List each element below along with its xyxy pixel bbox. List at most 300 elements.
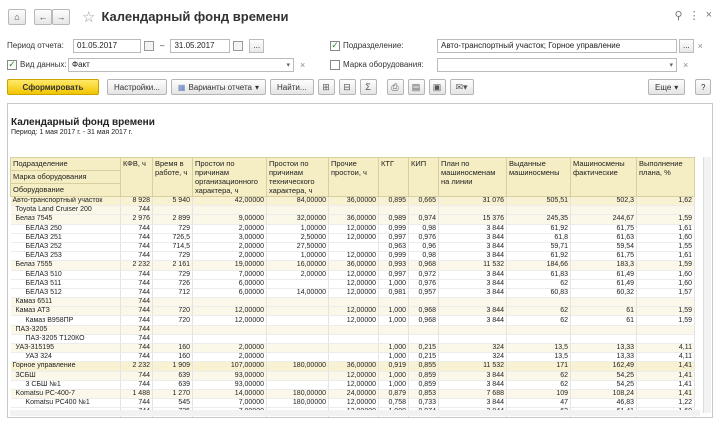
table-cell: 61,75 <box>571 252 637 261</box>
table-cell: 24,00000 <box>329 389 379 398</box>
table-cell <box>267 298 329 307</box>
table-cell: 1,61 <box>637 252 695 261</box>
table-cell: 2,00000 <box>193 252 267 261</box>
subdivision-row <box>330 38 703 53</box>
table-cell: 0,855 <box>409 362 439 371</box>
table-cell: 162,49 <box>571 362 637 371</box>
sum-button[interactable]: Σ <box>360 79 377 95</box>
table-cell: 1,000 <box>379 316 409 325</box>
clear-icon[interactable]: × <box>300 59 306 70</box>
table-cell: 183,3 <box>571 261 637 270</box>
table-cell: 1 270 <box>153 389 193 398</box>
table-cell: 3,00000 <box>193 233 267 242</box>
col-header: КТГ <box>379 158 409 197</box>
table-cell: 19,00000 <box>193 261 267 270</box>
table-cell <box>507 206 571 215</box>
table-cell: 0,997 <box>379 270 409 279</box>
forward-button[interactable] <box>52 9 70 25</box>
row-name: ЗСБШ <box>11 371 121 380</box>
date-from-field[interactable] <box>73 39 141 53</box>
table-cell <box>409 298 439 307</box>
table-cell: 3 844 <box>439 252 507 261</box>
row-name: ПАЗ-3205 Т120КО <box>11 334 121 343</box>
table-cell: 8 928 <box>121 197 153 206</box>
table-cell: 0,957 <box>409 288 439 297</box>
row-name: БЕЛАЗ 250 <box>11 224 121 233</box>
table-cell: 1,62 <box>637 197 695 206</box>
table-row[interactable] <box>11 353 695 362</box>
table-cell <box>153 206 193 215</box>
period-select-button[interactable]: ... <box>249 39 264 53</box>
table-cell: 61,49 <box>571 270 637 279</box>
equipment-brand-field[interactable] <box>437 58 677 72</box>
table-cell: 639 <box>153 371 193 380</box>
table-cell <box>379 334 409 343</box>
table-cell: 2 161 <box>153 261 193 270</box>
table-cell: 2,00000 <box>193 242 267 251</box>
chevron-down-icon[interactable]: ▾ <box>286 61 290 69</box>
table-cell: 4,11 <box>637 353 695 362</box>
table-cell: 12,00000 <box>329 316 379 325</box>
table-row[interactable] <box>11 298 695 307</box>
table-cell: 62 <box>507 307 571 316</box>
table-cell: 744 <box>121 224 153 233</box>
chevron-down-icon: ▾ <box>674 82 679 92</box>
table-cell: 109 <box>507 389 571 398</box>
table-row[interactable] <box>11 362 695 371</box>
table-cell <box>267 307 329 316</box>
table-cell: 0,968 <box>409 261 439 270</box>
table-cell: 0,993 <box>379 261 409 270</box>
table-cell: 244,67 <box>571 215 637 224</box>
table-cell: 54,25 <box>571 371 637 380</box>
subdivision-label: Подразделение: <box>343 41 404 50</box>
save-icon[interactable]: ▣ <box>429 79 446 95</box>
table-cell <box>379 325 409 334</box>
col-header: Простои по причинам технического характера, ч <box>267 158 329 197</box>
home-button[interactable] <box>8 9 26 25</box>
table-cell: 729 <box>153 224 193 233</box>
table-cell: 1,57 <box>637 288 695 297</box>
table-cell: 61,83 <box>507 270 571 279</box>
table-cell <box>571 325 637 334</box>
table-cell: 0,98 <box>409 252 439 261</box>
table-row[interactable] <box>11 307 695 316</box>
table-cell: 0,972 <box>409 270 439 279</box>
table-cell: 3 844 <box>439 371 507 380</box>
table-cell: 32,00000 <box>267 215 329 224</box>
table-cell: 245,35 <box>507 215 571 224</box>
mail-icon[interactable]: ✉▾ <box>450 79 474 95</box>
data-type-checkbox[interactable]: ✓ <box>8 59 16 69</box>
table-cell <box>267 206 329 215</box>
favorite-star-icon[interactable]: ☆ <box>82 8 96 26</box>
period-row <box>7 38 264 53</box>
table-cell <box>507 334 571 343</box>
table-cell <box>439 325 507 334</box>
table-cell <box>329 353 379 362</box>
row-name: Камаз В958ПР <box>11 316 121 325</box>
table-cell: 93,00000 <box>193 380 267 389</box>
table-cell: 744 <box>121 399 153 408</box>
table-cell: 0,98 <box>409 224 439 233</box>
date-to-value: 31.05.2017 <box>174 41 215 50</box>
table-cell: 324 <box>439 353 507 362</box>
table-cell <box>329 325 379 334</box>
data-type-value: Факт <box>72 60 90 69</box>
help-button[interactable]: ? <box>695 79 711 95</box>
window-controls <box>675 9 713 22</box>
col-header: План по машиносменам на линии <box>439 158 507 197</box>
variants-button[interactable] <box>171 79 266 95</box>
row-name: Авто-транспортный участок <box>11 197 121 206</box>
table-cell: 1,41 <box>637 380 695 389</box>
table-row[interactable] <box>11 197 695 206</box>
table-cell: 1,00000 <box>267 252 329 261</box>
clear-icon[interactable]: × <box>697 40 703 51</box>
table-cell: 1,000 <box>379 371 409 380</box>
table-row[interactable] <box>11 316 695 325</box>
table-cell: 54,25 <box>571 380 637 389</box>
table-row[interactable] <box>11 344 695 353</box>
table-cell: 1,41 <box>637 389 695 398</box>
table-cell: 3 844 <box>439 224 507 233</box>
table-row[interactable] <box>11 270 695 279</box>
table-cell: 11 532 <box>439 362 507 371</box>
table-cell <box>329 344 379 353</box>
table-cell: 12,00000 <box>329 288 379 297</box>
table-cell: 324 <box>439 344 507 353</box>
table-cell <box>193 334 267 343</box>
table-row[interactable] <box>11 371 695 380</box>
table-cell: 1,60 <box>637 233 695 242</box>
table-cell: 1,59 <box>637 307 695 316</box>
find-button[interactable]: Найти... <box>270 79 314 95</box>
table-cell: 93,00000 <box>193 371 267 380</box>
table-cell: 0,989 <box>379 215 409 224</box>
table-cell: 61 <box>571 316 637 325</box>
table-cell: 16,00000 <box>267 261 329 270</box>
table-cell <box>571 206 637 215</box>
table-row[interactable] <box>11 242 695 251</box>
data-type-label: Вид данных: <box>20 60 67 69</box>
table-cell: 545 <box>153 399 193 408</box>
header-subdivision: Подразделение <box>11 158 121 171</box>
row-name: 3 СБШ №1 <box>11 380 121 389</box>
settings-button[interactable]: Настройки... <box>107 79 167 95</box>
table-cell <box>507 298 571 307</box>
back-button[interactable] <box>34 9 52 25</box>
table-cell: 0,919 <box>379 362 409 371</box>
table-cell: 744 <box>121 371 153 380</box>
table-cell: 744 <box>121 298 153 307</box>
expand-icon[interactable]: ⊞ <box>318 79 335 95</box>
table-cell <box>409 206 439 215</box>
table-cell: 36,00000 <box>329 215 379 224</box>
table-cell: 108,24 <box>571 389 637 398</box>
menu-icon[interactable]: ⋮ <box>688 10 700 22</box>
table-cell: 3 844 <box>439 233 507 242</box>
table-cell: 15 376 <box>439 215 507 224</box>
table-cell: 36,00000 <box>329 362 379 371</box>
table-cell <box>267 353 329 362</box>
table-cell: 160 <box>153 344 193 353</box>
table-cell: 726 <box>153 279 193 288</box>
table-cell: 744 <box>121 270 153 279</box>
table-cell <box>153 298 193 307</box>
table-cell: 0,968 <box>409 307 439 316</box>
table-cell <box>329 334 379 343</box>
col-header: КФВ, ч <box>121 158 153 197</box>
table-cell: 46,83 <box>571 399 637 408</box>
table-cell <box>153 334 193 343</box>
table-cell: 0,859 <box>409 371 439 380</box>
table-cell: 1,00000 <box>267 224 329 233</box>
table-cell: 0,976 <box>409 279 439 288</box>
table-cell: 1,59 <box>637 261 695 270</box>
chevron-down-icon[interactable]: ▾ <box>669 61 673 69</box>
date-to-field[interactable] <box>170 39 230 53</box>
subdivision-checkbox[interactable]: ✓ <box>331 40 339 50</box>
table-cell: 0,968 <box>409 316 439 325</box>
table-cell: 180,00000 <box>267 362 329 371</box>
table-cell: 60,32 <box>571 288 637 297</box>
table-cell: 744 <box>121 233 153 242</box>
table-cell <box>267 334 329 343</box>
vertical-scrollbar[interactable] <box>703 157 711 413</box>
table-cell <box>267 344 329 353</box>
table-cell <box>267 380 329 389</box>
table-cell: 3 844 <box>439 307 507 316</box>
row-name: Горное управление <box>11 362 121 371</box>
table-row[interactable] <box>11 399 695 408</box>
table-cell: 2,00000 <box>193 344 267 353</box>
table-cell: 36,00000 <box>329 197 379 206</box>
table-cell: 12,00000 <box>329 307 379 316</box>
collapse-icon[interactable]: ⊟ <box>339 79 356 95</box>
row-name: БЕЛАЗ 510 <box>11 270 121 279</box>
table-cell: 2,50000 <box>267 233 329 242</box>
horizontal-scrollbar[interactable] <box>10 410 700 416</box>
table-cell: 0,974 <box>409 215 439 224</box>
table-cell: 2,00000 <box>267 270 329 279</box>
table-cell <box>439 206 507 215</box>
equipment-brand-label: Марка оборудования: <box>343 60 424 69</box>
table-row[interactable] <box>11 224 695 233</box>
table-cell: 12,00000 <box>329 252 379 261</box>
table-cell: 12,00000 <box>329 380 379 389</box>
table-cell: 0,981 <box>379 288 409 297</box>
table-cell: 1,000 <box>379 344 409 353</box>
subdivision-field[interactable] <box>437 39 677 53</box>
table-cell: 0,853 <box>409 389 439 398</box>
table-row[interactable] <box>11 252 695 261</box>
table-cell: 0,215 <box>409 344 439 353</box>
table-cell: 3 844 <box>439 316 507 325</box>
table-cell: 184,66 <box>507 261 571 270</box>
table-cell: 0,215 <box>409 353 439 362</box>
table-cell: 744 <box>121 334 153 343</box>
table-cell: 13,5 <box>507 353 571 362</box>
col-header: Время в работе, ч <box>153 158 193 197</box>
preview-icon[interactable]: ▤ <box>408 79 425 95</box>
table-cell: 1,60 <box>637 270 695 279</box>
table-cell: 3 844 <box>439 288 507 297</box>
generate-button[interactable]: Сформировать <box>7 79 99 95</box>
table-cell: 180,00000 <box>267 399 329 408</box>
table-cell: 12,00000 <box>193 316 267 325</box>
table-cell: 12,00000 <box>329 233 379 242</box>
table-cell <box>439 298 507 307</box>
table-cell <box>267 316 329 325</box>
table-cell: 0,999 <box>379 224 409 233</box>
table-cell: 61,49 <box>571 279 637 288</box>
calendar-icon[interactable] <box>144 41 154 51</box>
link-icon[interactable]: ⚲ <box>674 10 683 22</box>
table-cell: 1,59 <box>637 215 695 224</box>
table-cell: 12,00000 <box>329 371 379 380</box>
table-cell: 1,60 <box>637 279 695 288</box>
equipment-brand-checkbox[interactable] <box>330 60 340 70</box>
table-cell: 744 <box>121 288 153 297</box>
table-cell: 14,00000 <box>267 288 329 297</box>
table-row[interactable] <box>11 215 695 224</box>
arrow-right-icon: → <box>56 11 66 22</box>
table-cell: 0,976 <box>409 233 439 242</box>
table-cell: 7,00000 <box>193 399 267 408</box>
table-cell <box>267 279 329 288</box>
table-cell: 62 <box>507 380 571 389</box>
table-cell: 1,22 <box>637 399 695 408</box>
home-icon: ⌂ <box>14 11 20 22</box>
variants-icon: ▦ <box>177 82 186 92</box>
table-row[interactable] <box>11 261 695 270</box>
subdivision-select-button[interactable]: ... <box>679 39 694 53</box>
table-cell: 160 <box>153 353 193 362</box>
table-cell: 0,879 <box>379 389 409 398</box>
col-header: Прочие простои, ч <box>329 158 379 197</box>
table-cell: 3 844 <box>439 242 507 251</box>
table-cell: 729 <box>153 270 193 279</box>
table-row[interactable] <box>11 325 695 334</box>
table-cell <box>507 325 571 334</box>
table-cell: 726,5 <box>153 233 193 242</box>
table-cell: 61 <box>571 307 637 316</box>
col-header: Машиносмены фактические <box>571 158 637 197</box>
table-cell: 0,859 <box>409 380 439 389</box>
table-cell <box>267 371 329 380</box>
table-cell: 59,54 <box>571 242 637 251</box>
data-type-row <box>7 57 305 72</box>
report-period: Период: 1 мая 2017 г. - 31 мая 2017 г. <box>11 129 133 136</box>
table-cell: 3 844 <box>439 279 507 288</box>
row-name: ПАЗ-3205 <box>11 325 121 334</box>
table-cell <box>409 334 439 343</box>
subdivision-value: Авто-транспортный участок; Горное управление <box>441 41 621 50</box>
table-row[interactable] <box>11 206 695 215</box>
table-cell: 729 <box>153 252 193 261</box>
row-name: Komatsu PC400 №1 <box>11 399 121 408</box>
col-header: Простои по причинам организационного характера, ч <box>193 158 267 197</box>
dash: – <box>160 41 165 50</box>
row-name: Toyota Land Cruiser 200 <box>11 206 121 215</box>
table-cell: 744 <box>121 279 153 288</box>
table-cell: 61,63 <box>571 233 637 242</box>
row-name: БЕЛАЗ 511 <box>11 279 121 288</box>
clear-icon[interactable]: × <box>683 59 689 70</box>
table-row[interactable] <box>11 288 695 297</box>
table-row[interactable] <box>11 334 695 343</box>
table-cell: 9,00000 <box>193 215 267 224</box>
table-cell: 0,758 <box>379 399 409 408</box>
close-icon[interactable]: × <box>705 9 712 21</box>
table-cell: 720 <box>153 316 193 325</box>
page-title: Календарный фонд времени <box>101 9 289 24</box>
table-cell <box>637 298 695 307</box>
table-cell: 1,59 <box>637 316 695 325</box>
table-cell: 1,41 <box>637 362 695 371</box>
row-name: БЕЛАЗ 252 <box>11 242 121 251</box>
table-cell: 0,895 <box>379 197 409 206</box>
table-cell: 712 <box>153 288 193 297</box>
table-cell: 12,00000 <box>329 399 379 408</box>
table-cell: 84,00000 <box>267 197 329 206</box>
table-cell <box>379 206 409 215</box>
table-cell: 0,999 <box>379 252 409 261</box>
table-cell: 27,50000 <box>267 242 329 251</box>
print-icon[interactable]: ⎙ <box>387 79 404 95</box>
table-cell: 60,83 <box>507 288 571 297</box>
table-cell: 1,000 <box>379 380 409 389</box>
table-cell <box>329 298 379 307</box>
date-from-value: 01.05.2017 <box>77 41 118 50</box>
table-cell: 62 <box>507 371 571 380</box>
table-cell: 31 076 <box>439 197 507 206</box>
data-type-field[interactable] <box>68 58 294 72</box>
table-cell <box>329 242 379 251</box>
row-name: Komatsu PC-400-7 <box>11 389 121 398</box>
table-cell: 11 532 <box>439 261 507 270</box>
table-cell: 744 <box>121 344 153 353</box>
calendar-icon[interactable] <box>233 41 243 51</box>
row-name: БЕЛАЗ 512 <box>11 288 121 297</box>
table-cell <box>637 334 695 343</box>
row-name: Белаз 7545 <box>11 215 121 224</box>
table-cell: 3 844 <box>439 380 507 389</box>
header-equipment-brand: Марка оборудования <box>11 171 121 184</box>
table-cell: 13,33 <box>571 344 637 353</box>
more-button[interactable] <box>648 79 685 95</box>
row-name: БЕЛАЗ 251 <box>11 233 121 242</box>
chevron-down-icon: ▾ <box>255 82 260 92</box>
table-cell: 61,8 <box>507 233 571 242</box>
table-row[interactable] <box>11 279 695 288</box>
table-cell: 42,00000 <box>193 197 267 206</box>
table-cell: 744 <box>121 353 153 362</box>
table-cell: 1,55 <box>637 242 695 251</box>
table-cell: 744 <box>121 316 153 325</box>
table-row[interactable] <box>11 233 695 242</box>
table-cell <box>637 325 695 334</box>
table-cell: 714,5 <box>153 242 193 251</box>
report-area[interactable] <box>7 103 713 418</box>
table-row[interactable] <box>11 380 695 389</box>
table-cell: 744 <box>121 252 153 261</box>
col-header: КИП <box>409 158 439 197</box>
table-cell: 4,11 <box>637 344 695 353</box>
row-name: Белаз 7555 <box>11 261 121 270</box>
table-row[interactable] <box>11 389 695 398</box>
